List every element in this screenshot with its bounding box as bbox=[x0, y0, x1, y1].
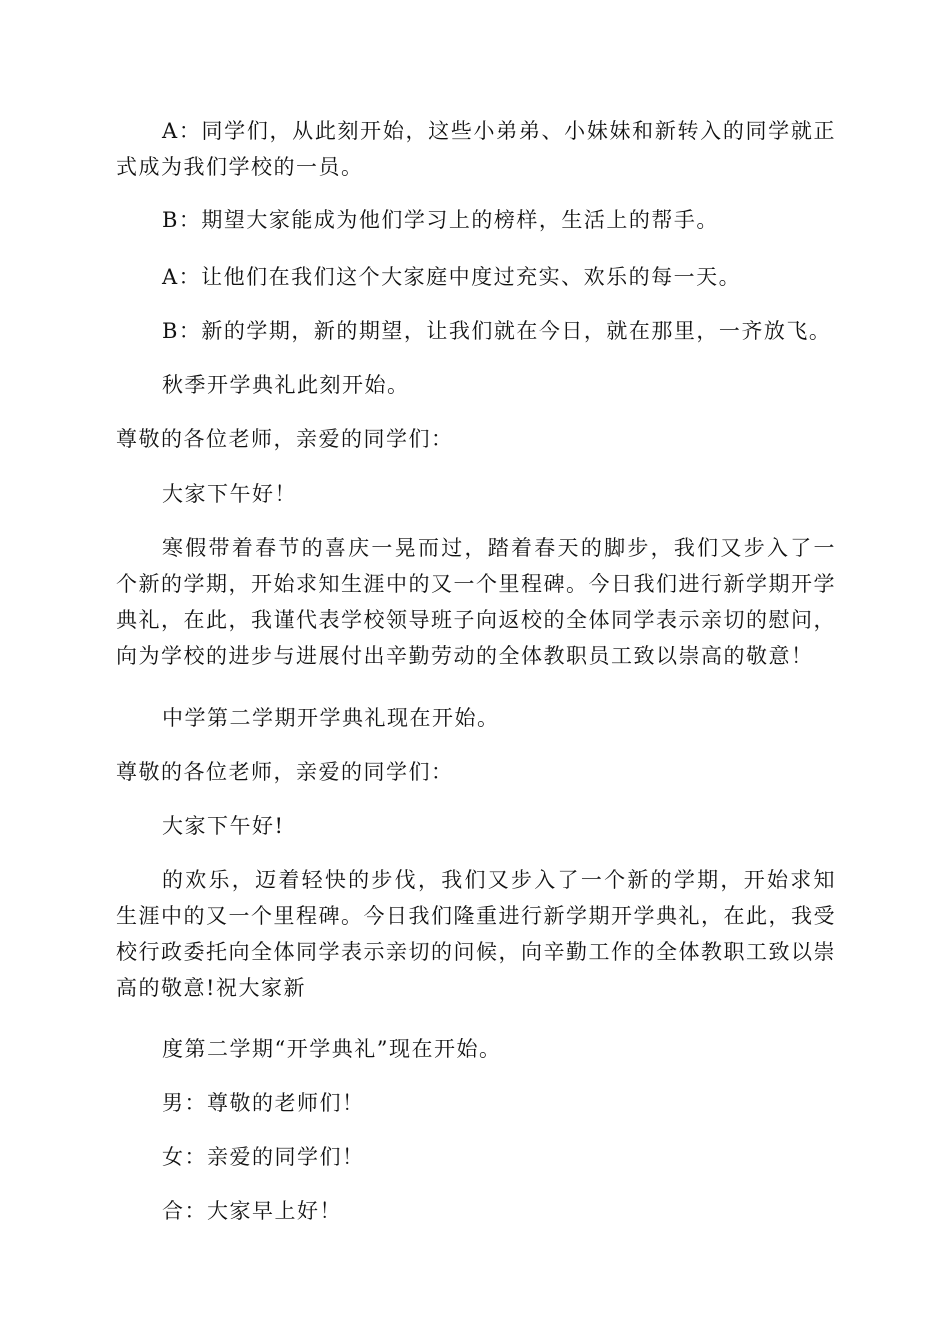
paragraph-greeting-2: 大家下午好! bbox=[162, 814, 285, 838]
paragraph-host-b-new-term: B：新的学期，新的期望，让我们就在今日，就在那里，一齐放飞。 bbox=[162, 319, 832, 343]
paragraph-greeting-1: 大家下午好！ bbox=[162, 482, 297, 506]
paragraph-joy-speech: 的欢乐，迈着轻快的步伐，我们又步入了一个新的学期，开始求知生涯中的又一个里程碑。今日我们隆重进行新学期开学典礼，在此，我受校行政委托向全体同学表示亲切的问候，向辛勤工作的全体教职工致以崇高的敬意!祝大家新 bbox=[116, 868, 836, 1000]
paragraph-together: 合：大家早上好！ bbox=[162, 1199, 342, 1223]
paragraph-salutation-1: 尊敬的各位老师，亲爱的同学们： bbox=[116, 427, 454, 451]
paragraph-host-a-family: A：让他们在我们这个大家庭中度过充实、欢乐的每一天。 bbox=[162, 265, 742, 289]
paragraph-female-host: 女：亲爱的同学们！ bbox=[162, 1145, 365, 1169]
paragraph-salutation-2: 尊敬的各位老师，亲爱的同学们： bbox=[116, 760, 454, 784]
paragraph-male-host: 男：尊敬的老师们！ bbox=[162, 1091, 365, 1115]
paragraph-winter-break-speech: 寒假带着春节的喜庆一晃而过，踏着春天的脚步，我们又步入了一个新的学期，开始求知生涯中的又一个里程碑。今日我们进行新学期开学典礼，在此，我谨代表学校领导班子向返校的全体同学表示亲切的慰问，向为学校的进步与进展付出辛勤劳动的全体教职员工致以崇高的敬意！ bbox=[116, 536, 836, 668]
paragraph-second-term-ceremony: 度第二学期“开学典礼”现在开始。 bbox=[162, 1037, 502, 1061]
paragraph-host-b-role-model: B：期望大家能成为他们学习上的榜样，生活上的帮手。 bbox=[162, 208, 719, 232]
paragraph-second-term-start: 中学第二学期开学典礼现在开始。 bbox=[162, 706, 500, 730]
paragraph-host-a-welcome: A：同学们，从此刻开始，这些小弟弟、小妹妹和新转入的同学就正式成为我们学校的一员。 bbox=[116, 119, 836, 179]
paragraph-autumn-ceremony-start: 秋季开学典礼此刻开始。 bbox=[162, 373, 410, 397]
